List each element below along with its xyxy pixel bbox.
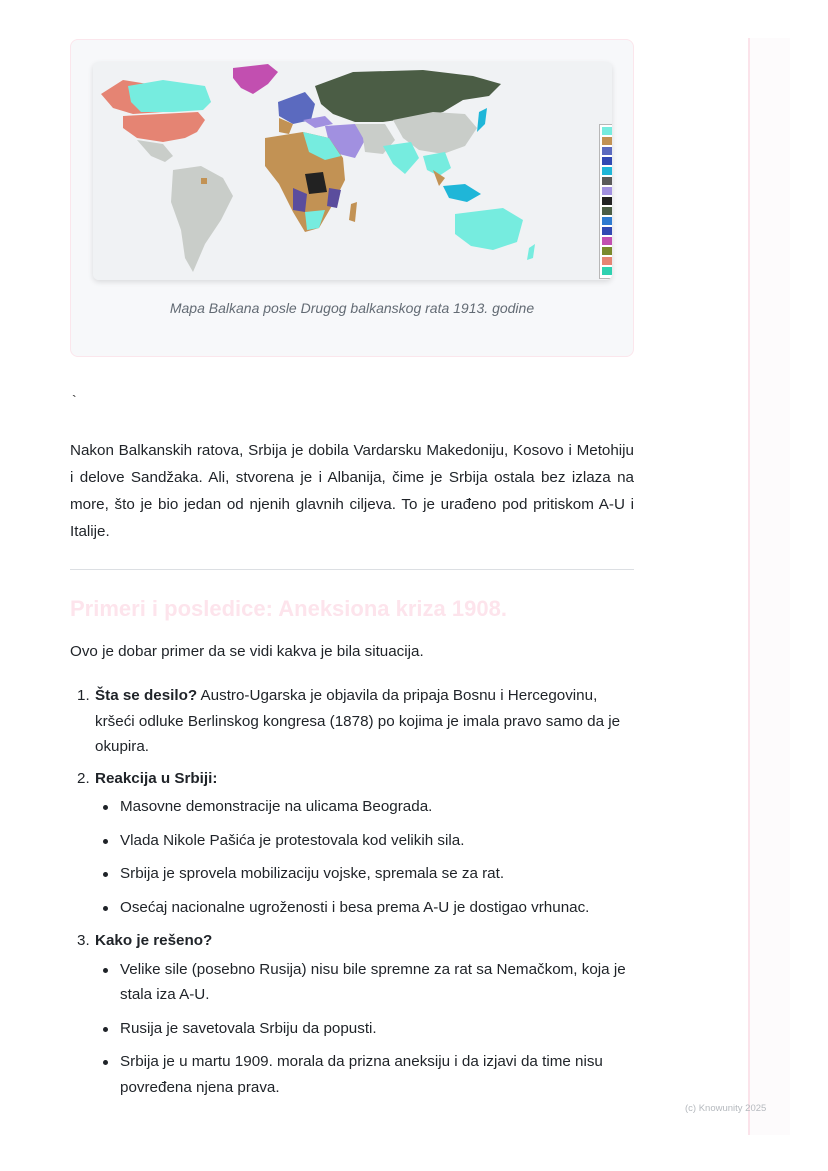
list-item-title: Kako je rešeno? bbox=[95, 932, 213, 949]
bullet-item: Osećaj nacionalne ugroženosti i besa prema A-U je dostigao vrhunac. bbox=[95, 895, 634, 921]
bullet-item: Rusija je savetovala Srbiju da popusti. bbox=[95, 1016, 634, 1042]
list-number: 2. bbox=[77, 769, 90, 787]
bullet-item: Vlada Nikole Pašića je protestovala kod velikih sila. bbox=[95, 828, 634, 854]
section-heading: Primeri i posledice: Aneksiona kriza 1908. bbox=[70, 596, 507, 621]
list-number: 3. bbox=[77, 932, 90, 949]
bullet-item: Velike sile (posebno Rusija) nisu bile spremne za rat sa Nemačkom, koja je stala iza A-U. bbox=[95, 957, 634, 1008]
list-item bbox=[70, 928, 634, 1100]
body-paragraph: Nakon Balkanskih ratova, Srbija je dobila Vardarsku Makedoniju, Kosovo i Metohiju i delove Sandžaka. Ali, stvorena je i Albanija, čime je Srbija ostala bez izlaza na more, što je bio jedan od njenih glavnih ciljeva. To je urađeno pod pritiskom A-U i Italije. bbox=[70, 442, 634, 540]
list-item-title: Šta se desilo? bbox=[95, 687, 198, 704]
bullet-item: Srbija je sprovela mobilizaciju vojske, spremala se za rat. bbox=[95, 861, 634, 887]
world-map bbox=[93, 62, 612, 280]
map-legend bbox=[599, 124, 612, 279]
list-item-text: Austro-Ugarska je objavila da pripaja Bosnu i Hercegovinu, kršeći odluke Berlinskog kongresa (1878) po kojima je imala pravo samo da je okupira. bbox=[95, 687, 621, 755]
guiana-region bbox=[201, 178, 207, 184]
stray-backtick: ` bbox=[72, 392, 77, 408]
ordered-list bbox=[70, 683, 634, 1108]
bullet-item: Masovne demonstracije na ulicama Beograda. bbox=[95, 794, 634, 820]
bullet-list bbox=[95, 794, 634, 920]
copyright-footer: (c) Knowunity 2025 bbox=[685, 1103, 767, 1114]
figure-card bbox=[70, 39, 634, 357]
bullet-list bbox=[95, 957, 634, 1101]
figure-caption: Mapa Balkana posle Drugog balkanskog rata 1913. godine bbox=[169, 300, 535, 316]
section-intro: Ovo je dobar primer da se vidi kakva je bila situacija. bbox=[70, 643, 424, 660]
list-item bbox=[70, 683, 634, 760]
list-item bbox=[70, 766, 634, 921]
bullet-item: Srbija je u martu 1909. morala da prizna aneksiju i da izjavi da time nisu povređena njena prava. bbox=[95, 1049, 634, 1100]
world-map-image bbox=[93, 62, 612, 280]
list-number: 1. bbox=[77, 687, 90, 704]
list-item-title: Reakcija u Srbiji: bbox=[95, 769, 218, 787]
right-rail bbox=[748, 38, 790, 1135]
section-divider bbox=[70, 569, 634, 570]
